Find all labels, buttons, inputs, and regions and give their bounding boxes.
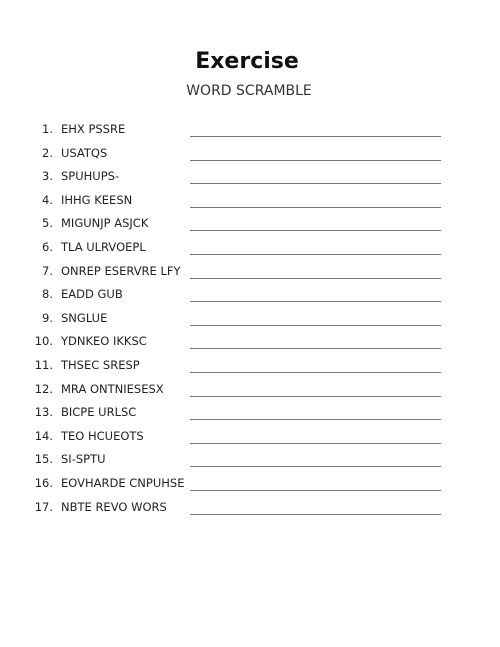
item-number: 2. — [42, 145, 53, 160]
item-number: 7. — [42, 263, 53, 278]
answer-line — [190, 396, 441, 397]
answer-line — [190, 230, 441, 231]
page-subtitle: WORD SCRAMBLE — [186, 83, 312, 99]
item-number: 5. — [42, 216, 53, 231]
page-title: Exercise — [195, 49, 299, 74]
list-item — [0, 118, 500, 142]
answer-line — [190, 160, 441, 161]
list-item — [0, 378, 500, 402]
item-number: 4. — [42, 192, 53, 207]
scrambled-word: MIGUNJP ASJCK — [61, 216, 149, 231]
scrambled-word: NBTE REVO WORS — [61, 499, 167, 514]
scrambled-word: MRA ONTNIESESX — [61, 381, 164, 396]
item-number: 3. — [42, 169, 53, 184]
item-number: 1. — [42, 122, 53, 136]
item-number: 17. — [34, 499, 53, 514]
item-number: 15. — [34, 452, 53, 467]
scrambled-word: SI-SPTU — [61, 452, 106, 467]
answer-line — [190, 136, 441, 137]
answer-line — [190, 254, 441, 255]
item-number: 9. — [42, 310, 53, 325]
list-item — [0, 212, 500, 236]
item-number: 11. — [34, 357, 53, 372]
answer-line — [190, 207, 441, 208]
answer-line — [190, 372, 441, 373]
answer-line — [190, 278, 441, 279]
list-item — [0, 496, 500, 520]
item-number: 6. — [42, 239, 53, 254]
scrambled-word: EADD GUB — [61, 287, 123, 302]
list-item — [0, 236, 500, 260]
scrambled-word: TEO HCUEOTS — [61, 428, 144, 443]
answer-line — [190, 490, 441, 491]
scrambled-word: IHHG KEESN — [61, 192, 133, 207]
scrambled-word: BICPE URLSC — [61, 405, 137, 420]
scrambled-word: YDNKEO IKKSC — [61, 334, 147, 349]
scramble-list — [0, 118, 500, 519]
scrambled-word: SNGLUE — [61, 310, 108, 325]
scrambled-word: TLA ULRVOEPL — [61, 239, 146, 254]
item-number: 14. — [34, 428, 53, 443]
item-number: 8. — [42, 287, 53, 302]
answer-line — [190, 514, 441, 515]
list-item — [0, 401, 500, 425]
answer-line — [190, 348, 441, 349]
answer-line — [190, 443, 441, 444]
scrambled-word: THSEC SRESP — [61, 357, 140, 372]
answer-line — [190, 466, 441, 467]
scrambled-word: EOVHARDE CNPUHSE — [61, 475, 185, 490]
item-number: 12. — [34, 381, 53, 396]
answer-line — [190, 183, 441, 184]
list-item — [0, 260, 500, 284]
list-item — [0, 330, 500, 354]
list-item — [0, 142, 500, 166]
answer-line — [190, 301, 441, 302]
list-item — [0, 283, 500, 307]
item-number: 10. — [34, 334, 53, 349]
scrambled-word: USATQS — [61, 145, 108, 160]
item-number: 13. — [34, 405, 53, 420]
list-item — [0, 472, 500, 496]
answer-line — [190, 419, 441, 420]
scrambled-word: ONREP ESERVRE LFY — [61, 263, 181, 278]
answer-line — [190, 325, 441, 326]
list-item — [0, 189, 500, 213]
scrambled-word: EHX PSSRE — [61, 122, 126, 136]
list-item — [0, 354, 500, 378]
list-item — [0, 165, 500, 189]
scrambled-word: SPUHUPS- — [61, 169, 120, 184]
list-item — [0, 448, 500, 472]
list-item — [0, 307, 500, 331]
item-number: 16. — [34, 475, 53, 490]
list-item — [0, 425, 500, 449]
